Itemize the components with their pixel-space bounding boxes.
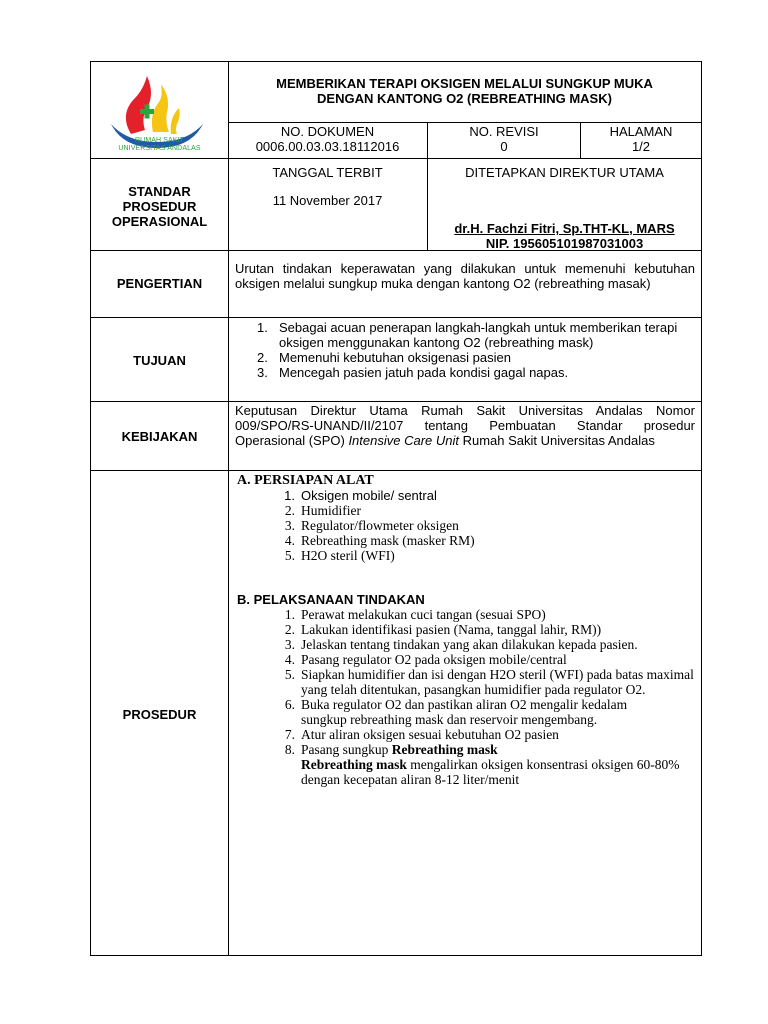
ditetapkan-label: DITETAPKAN DIREKTUR UTAMA [465, 165, 664, 180]
row-divider [91, 470, 701, 471]
item8b-text: mengalirkan oksigen konsentrasi oksigen 60-80% dengan kecepatan aliran 8-12 liter/menit [301, 757, 680, 787]
kebijakan-text-part: Rumah Sakit Universitas Andalas [459, 433, 655, 448]
list-item [275, 607, 695, 622]
kebijakan-text [235, 403, 695, 448]
item-number: 2. [284, 503, 295, 518]
list-item [275, 622, 695, 637]
no-dokumen-label: NO. DOKUMEN [280, 124, 375, 139]
spo-line2: PROSEDUR [122, 199, 197, 214]
item-number: 3. [257, 365, 268, 380]
item-number: 7. [284, 727, 295, 742]
item-text: Pasang regulator O2 pada oksigen mobile/central [301, 652, 567, 667]
pengertian-label: PENGERTIAN [116, 276, 203, 291]
item-number: 3. [284, 518, 295, 533]
list-item [275, 548, 675, 563]
item-text: Sebagai acuan penerapan langkah-langkah untuk memberikan terapi oksigen menggunakan kantong O2 (rebreathing mask) [279, 320, 678, 350]
list-item [257, 350, 697, 365]
list-item [275, 503, 675, 518]
item-text: Jelaskan tentang tindakan yang akan dilakukan kepada pasien. [301, 637, 638, 652]
item-text [301, 757, 695, 787]
list-item [275, 697, 695, 727]
item-text: Siapkan humidifier dan isi dengan H2O steril (WFI) pada batas maximal yang telah ditentukan, pasangkan humidifier pada regulator O2. [301, 667, 694, 697]
item-text [301, 742, 498, 757]
item-number: 1. [284, 607, 295, 622]
item-number: 5. [284, 667, 295, 682]
list-item [275, 757, 695, 787]
list-item [275, 637, 695, 652]
item-number: 2. [284, 622, 295, 637]
logo-text [91, 137, 228, 153]
no-dokumen-cell [228, 124, 427, 154]
item-number: 5. [284, 548, 295, 563]
list-item [275, 667, 695, 697]
title-line2: DENGAN KANTONG O2 (REBREATHING MASK) [317, 91, 612, 106]
item-number: 8. [284, 742, 295, 757]
section-a-title: A. PERSIAPAN ALAT [237, 473, 374, 488]
no-revisi-value: 0 [500, 139, 508, 154]
item8b-bold: Rebreathing mask [301, 757, 407, 772]
item-text: Lakukan identifikasi pasien (Nama, tanggal lahir, RM)) [301, 622, 602, 637]
item-text: H2O steril (WFI) [301, 548, 395, 563]
list-item [257, 365, 697, 380]
no-revisi-label: NO. REVISI [469, 124, 539, 139]
list-item [275, 488, 675, 503]
section-b-title: B. PELAKSANAAN TINDAKAN [237, 592, 425, 607]
kebijakan-italic: Intensive Care Unit [348, 433, 459, 448]
signer-name: dr.H. Fachzi Fitri, Sp.THT-KL, MARS [454, 221, 675, 236]
title-line1: MEMBERIKAN TERAPI OKSIGEN MELALUI SUNGKUP MUKA [276, 76, 653, 91]
list-item [275, 518, 675, 533]
spo-line1: STANDAR [128, 184, 191, 199]
logo-line2: UNIVERSITAS ANDALAS [118, 145, 201, 152]
item-text: Regulator/flowmeter oksigen [301, 518, 459, 533]
no-dokumen-value: 0006.00.03.03.18112016 [255, 139, 400, 154]
spo-label [91, 184, 228, 229]
logo-line1: RUMAH SAKIT [135, 137, 184, 144]
item-number: 4. [284, 652, 295, 667]
item-text: Rebreathing mask (masker RM) [301, 533, 475, 548]
item-number: 1. [257, 320, 268, 335]
pengertian-text: Urutan tindakan keperawatan yang dilakukan untuk memenuhi kebutuhan oksigen melalui sungkup muka dengan kantong O2 (rebreathing masak) [235, 261, 695, 291]
item-number: 1. [284, 488, 295, 503]
spo-document [90, 61, 702, 956]
kebijakan-label: KEBIJAKAN [121, 429, 198, 444]
section-a-list [275, 488, 675, 563]
list-item [257, 320, 697, 350]
item-text: Memenuhi kebutuhan oksigenasi pasien [279, 350, 511, 365]
signer-block [428, 221, 701, 251]
list-item [275, 742, 695, 757]
item-text: Perawat melakukan cuci tangan (sesuai SPO) [301, 607, 546, 622]
halaman-label: HALAMAN [609, 124, 673, 139]
tanggal-value: 11 November 2017 [272, 193, 383, 208]
document-title [228, 76, 701, 106]
item-number: 6. [284, 697, 295, 712]
tujuan-label: TUJUAN [133, 353, 186, 368]
item-text: Mencegah pasien jatuh pada kondisi gagal napas. [279, 365, 569, 380]
list-item [275, 533, 675, 548]
no-revisi-cell [428, 124, 580, 154]
row-divider [228, 122, 701, 123]
halaman-value: 1/2 [631, 139, 651, 154]
row-divider [91, 401, 701, 402]
row-divider [228, 158, 701, 159]
item8-text: Pasang sungkup [301, 742, 392, 757]
item-number: 4. [284, 533, 295, 548]
signer-nip: NIP. 195605101987031003 [485, 236, 644, 251]
tujuan-list [257, 320, 697, 380]
row-divider [91, 158, 228, 159]
item-number: 3. [284, 637, 295, 652]
section-b-list [275, 607, 695, 787]
item-text: Buka regulator O2 dan pastikan aliran O2 mengalir kedalam sungkup rebreathing mask dan reservoir mengembang. [301, 697, 628, 727]
list-item [275, 727, 695, 742]
row-divider [91, 317, 701, 318]
item8-bold: Rebreathing mask [391, 742, 498, 757]
tanggal-label: TANGGAL TERBIT [272, 165, 383, 180]
halaman-cell [581, 124, 701, 154]
item-number: 2. [257, 350, 268, 365]
item-text: Atur aliran oksigen sesuai kebutuhan O2 pasien [301, 727, 559, 742]
list-item [275, 652, 695, 667]
item-text: Oksigen mobile/ sentral [301, 488, 437, 503]
item-text: Humidifier [301, 503, 361, 518]
kebijakan-text-part: Keputusan Direktur Utama Rumah Sakit Universitas Andalas Nomor 009/SPO/RS-UNAND/II/2107 tentang Pembuatan Standar prosedur Operasional (SPO) [235, 403, 695, 448]
prosedur-label: PROSEDUR [122, 707, 197, 722]
logo-cell [91, 62, 228, 158]
spo-line3: OPERASIONAL [111, 214, 208, 229]
